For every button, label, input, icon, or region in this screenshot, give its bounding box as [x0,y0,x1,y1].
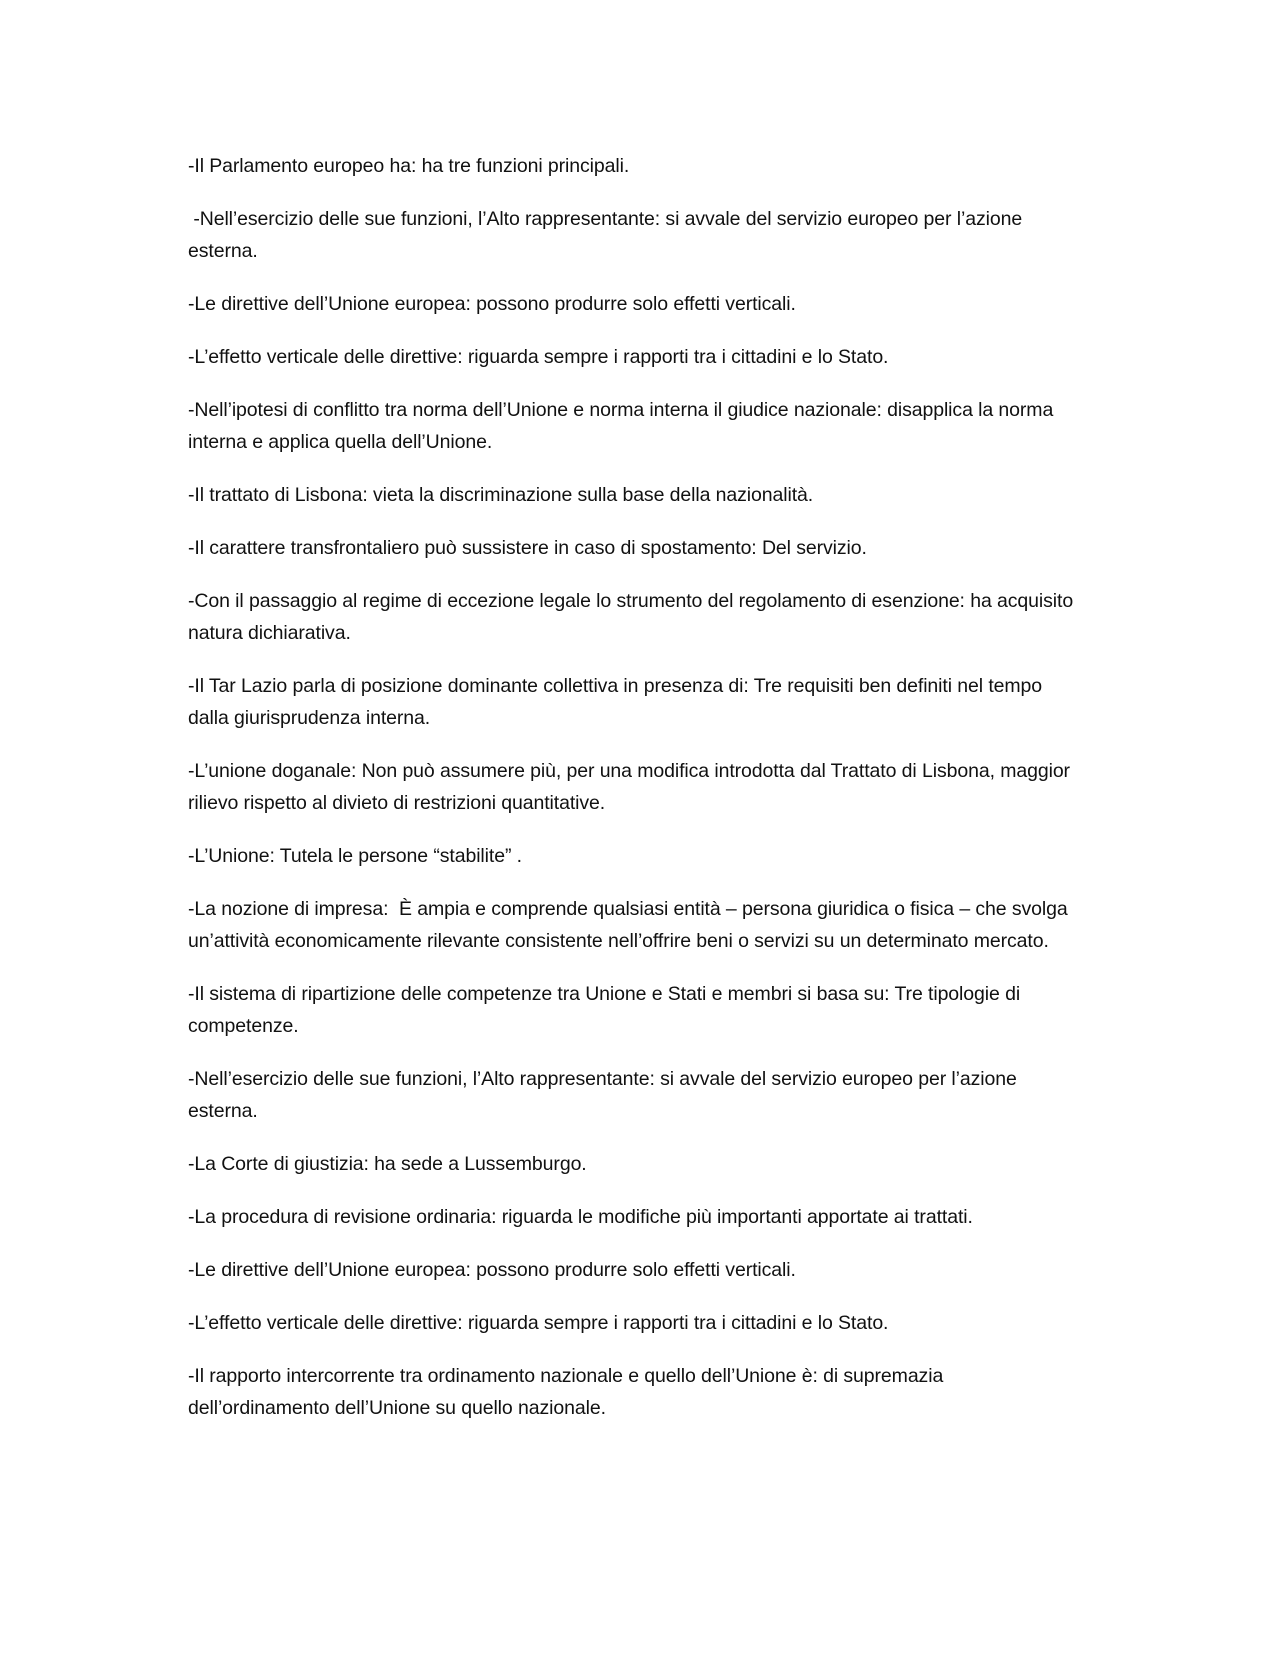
paragraph: -Il Parlamento europeo ha: ha tre funzioni principali. [188,155,630,177]
paragraph: -Il carattere transfrontaliero può sussistere in caso di spostamento: Del servizio. [188,537,867,559]
paragraph: -La procedura di revisione ordinaria: riguarda le modifiche più importanti apportate ai trattati. [188,1206,973,1228]
paragraph: -L’effetto verticale delle direttive: riguarda sempre i rapporti tra i cittadini e lo Stato. [188,1312,889,1334]
paragraph: -Il Tar Lazio parla di posizione dominante collettiva in presenza di: Tre requisiti ben definiti nel tempo dalla giurisprudenza interna. [188,675,1048,729]
paragraph: -Il trattato di Lisbona: vieta la discriminazione sulla base della nazionalità. [188,484,814,506]
paragraph: -Le direttive dell’Unione europea: possono produrre solo effetti verticali. [188,293,796,315]
paragraph: -Nell’esercizio delle sue funzioni, l’Alto rappresentante: si avvale del servizio europeo per l’azione esterna. [188,1068,1023,1122]
paragraph: -La nozione di impresa: È ampia e comprende qualsiasi entità – persona giuridica o fisica – che svolga un’attività economicamente rilevante consistente nell’offrire beni o servizi su un determinato mercato. [188,898,1073,952]
paragraph: -Le direttive dell’Unione europea: possono produrre solo effetti verticali. [188,1259,796,1281]
paragraph: -Il sistema di ripartizione delle competenze tra Unione e Stati e membri si basa su: Tre tipologie di competenze. [188,983,1026,1037]
paragraph: -Nell’esercizio delle sue funzioni, l’Alto rappresentante: si avvale del servizio europeo per l’azione esterna. [188,208,1028,262]
paragraph: -L’unione doganale: Non può assumere più, per una modifica introdotta dal Trattato di Lisbona, maggior rilievo rispetto al divieto di restrizioni quantitative. [188,760,1076,814]
paragraph: -Con il passaggio al regime di eccezione legale lo strumento del regolamento di esenzione: ha acquisito natura dichiarativa. [188,590,1079,644]
document-body [188,150,1088,1445]
paragraph: -Il rapporto intercorrente tra ordinamento nazionale e quello dell’Unione è: di supremazia dell’ordinamento dell’Unione su quello nazionale. [188,1365,949,1419]
paragraph: -Nell’ipotesi di conflitto tra norma dell’Unione e norma interna il giudice nazionale: disapplica la norma interna e applica quella dell’Unione. [188,399,1059,453]
paragraph: -L’effetto verticale delle direttive: riguarda sempre i rapporti tra i cittadini e lo Stato. [188,346,889,368]
paragraph: -L’Unione: Tutela le persone “stabilite” . [188,845,522,867]
paragraph: -La Corte di giustizia: ha sede a Lussemburgo. [188,1153,587,1175]
